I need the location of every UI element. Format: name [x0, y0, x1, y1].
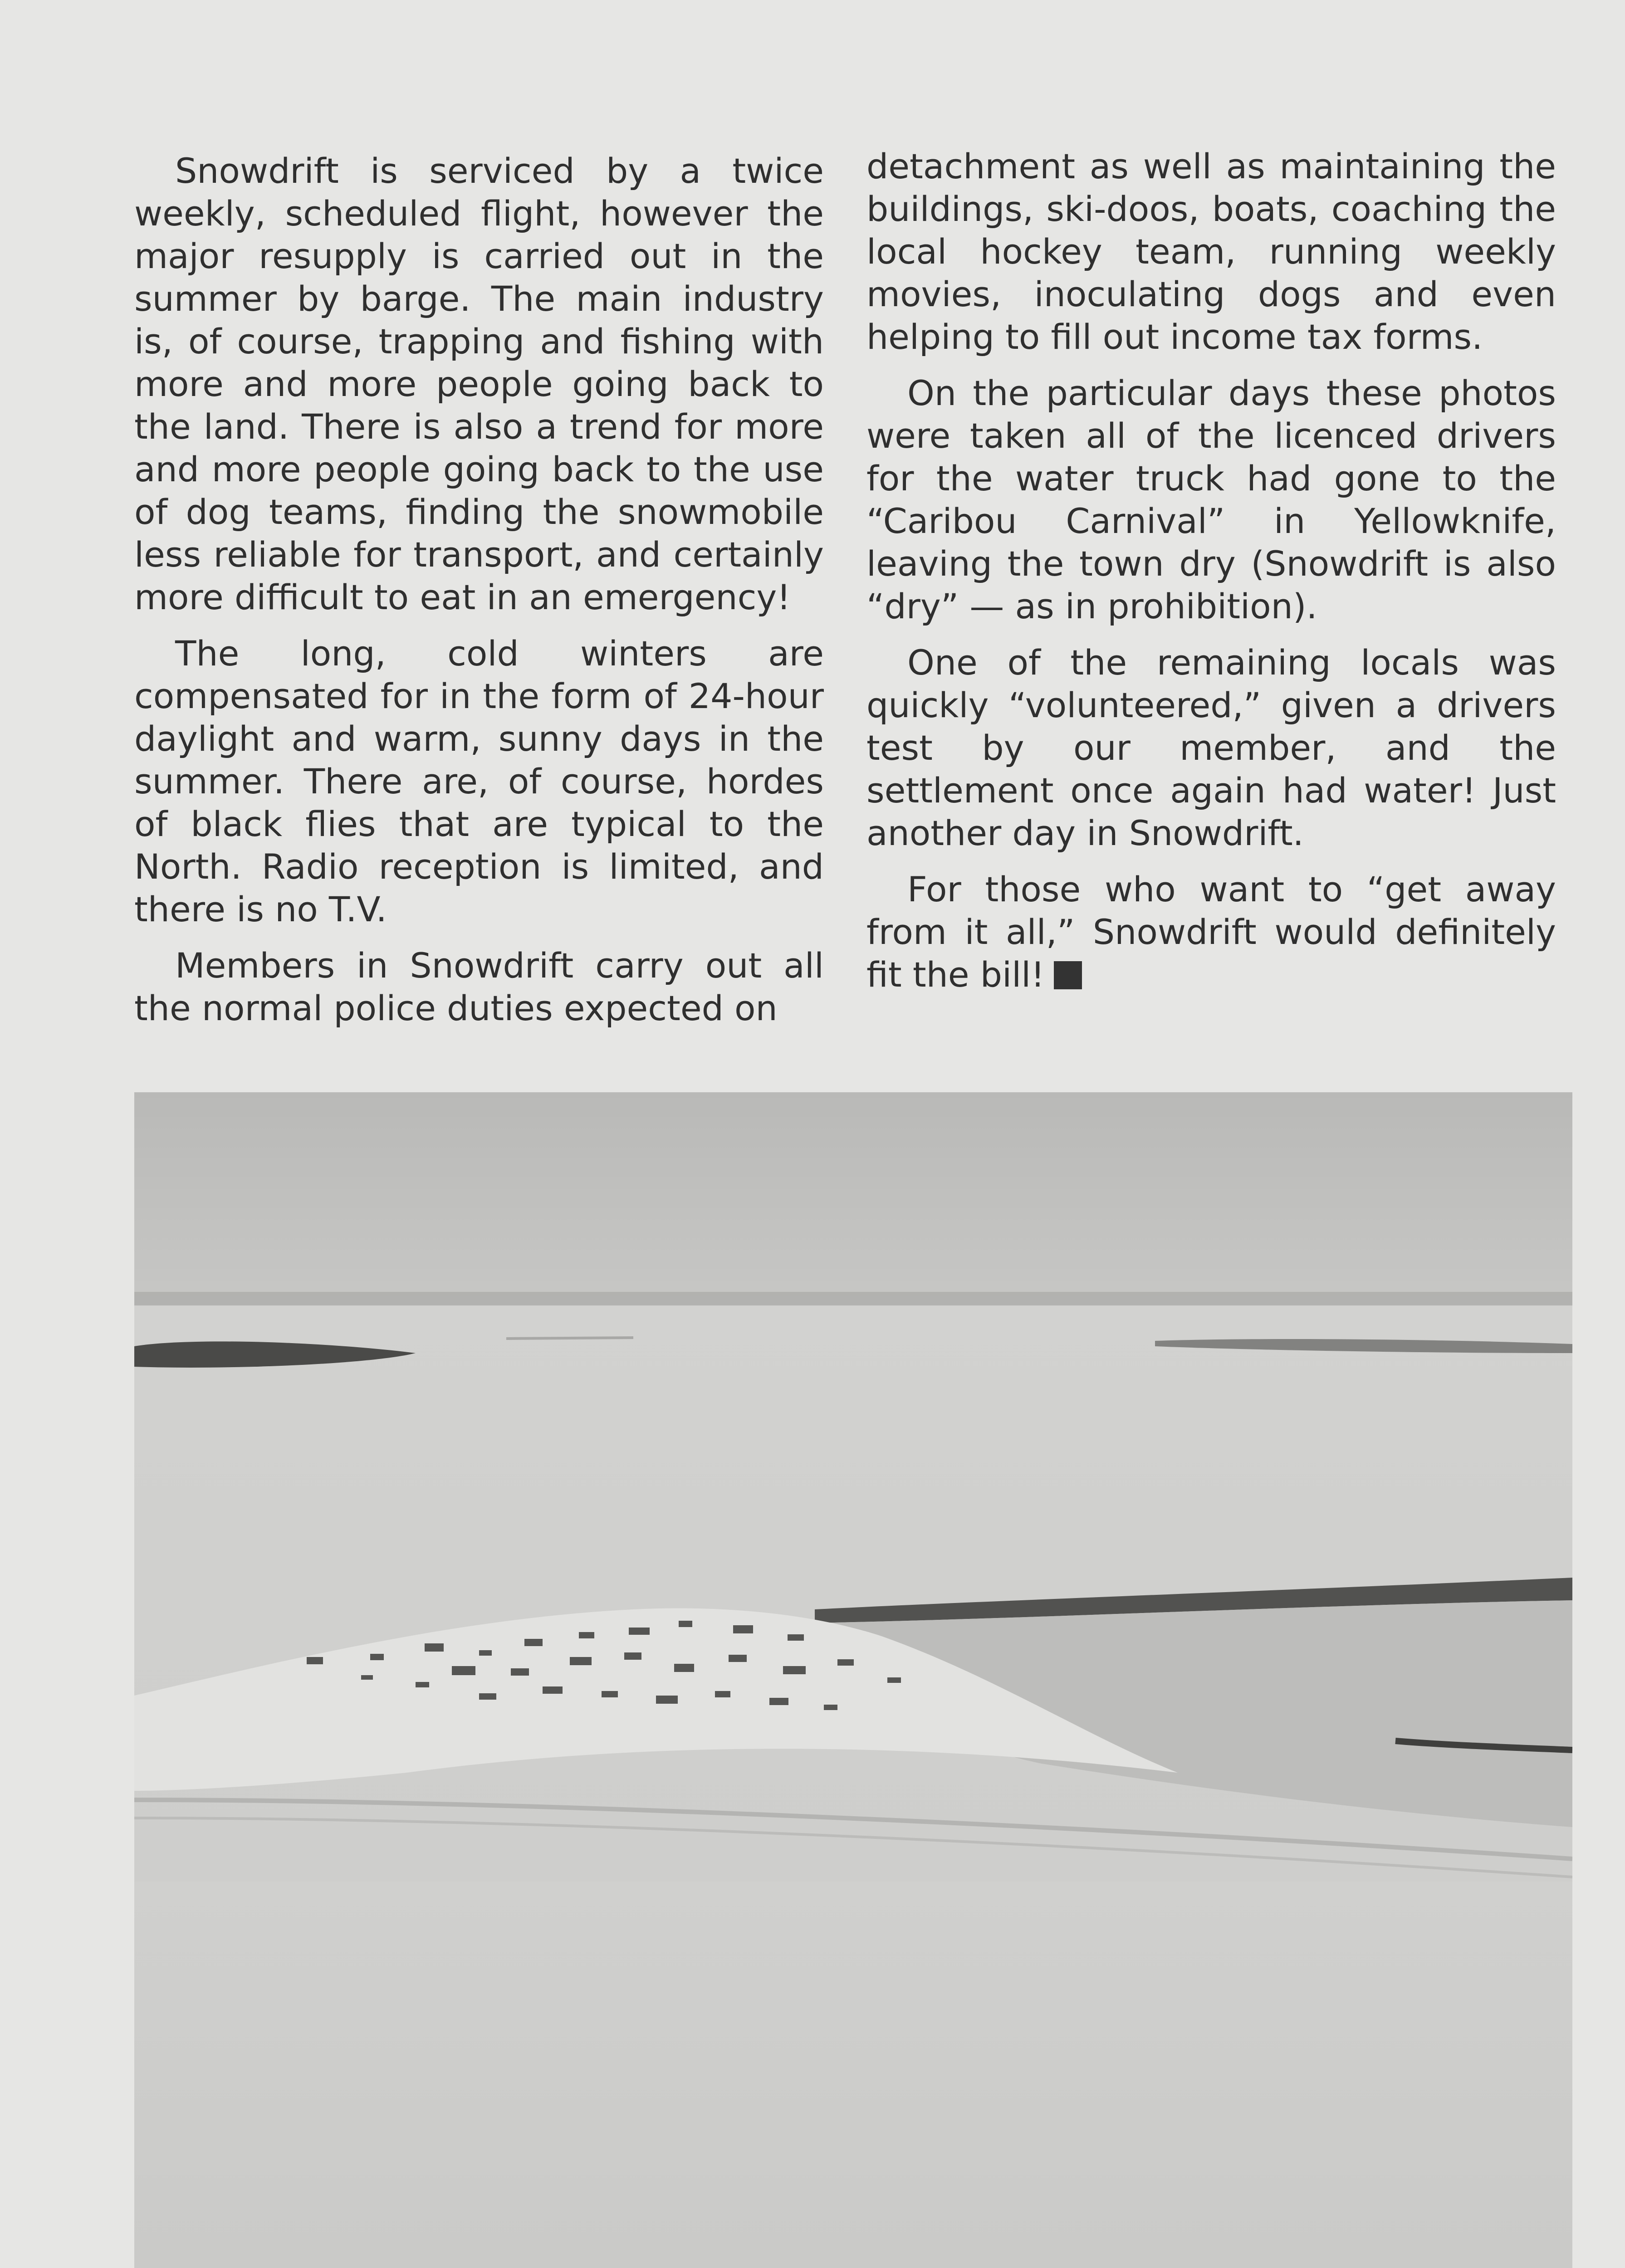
article-paragraph: detachment as well as maintaining the buildings, ski-doos, boats, coaching the local hockey team, running weekly movies, inoculating dogs and even helping to fill out income tax forms. [866, 146, 1556, 357]
article-paragraph: The long, cold winters are compensated for in the form of 24-hour daylight and warm, sunny days in the summer. There are, of course, hordes of black flies that are typical to the North. Radio reception is limited, and there is no T.V. [134, 633, 824, 929]
article-paragraph: On the particular days these photos were taken all of the licenced drivers for the water truck had gone to the “Caribou Carnival” in Yellowknife, leaving the town dry (Snowdrift is also “dry” — as in prohibition). [866, 373, 1556, 626]
article-right-column [866, 145, 1556, 1010]
article-paragraph-final [866, 868, 1556, 996]
article-paragraph: One of the remaining locals was quickly “volunteered,” given a drivers test by our member, and the settlement once again had water! Just another day in Snowdrift. [866, 642, 1556, 853]
article-paragraph-text: For those who want to “get away from it all,” Snowdrift would definitely fit the bill! [866, 869, 1556, 995]
article-paragraph: Snowdrift is serviced by a twice weekly, scheduled flight, however the major resupply is carried out in the summer by barge. The main industry is, of course, trapping and fishing with more and more people going back to the land. There is also a trend for more and more people going back to the use of dog teams, finding the snowmobile less reliable for transport, and certainly more difficult to eat in an emergency! [134, 151, 824, 617]
aerial-photo-snowdrift [134, 1092, 1572, 2268]
end-of-article-mark [1054, 961, 1082, 989]
article-paragraph: Members in Snowdrift carry out all the normal police duties expected on [134, 945, 824, 1028]
article-left-column [134, 150, 824, 1043]
aerial-landscape-image [134, 1092, 1572, 2268]
